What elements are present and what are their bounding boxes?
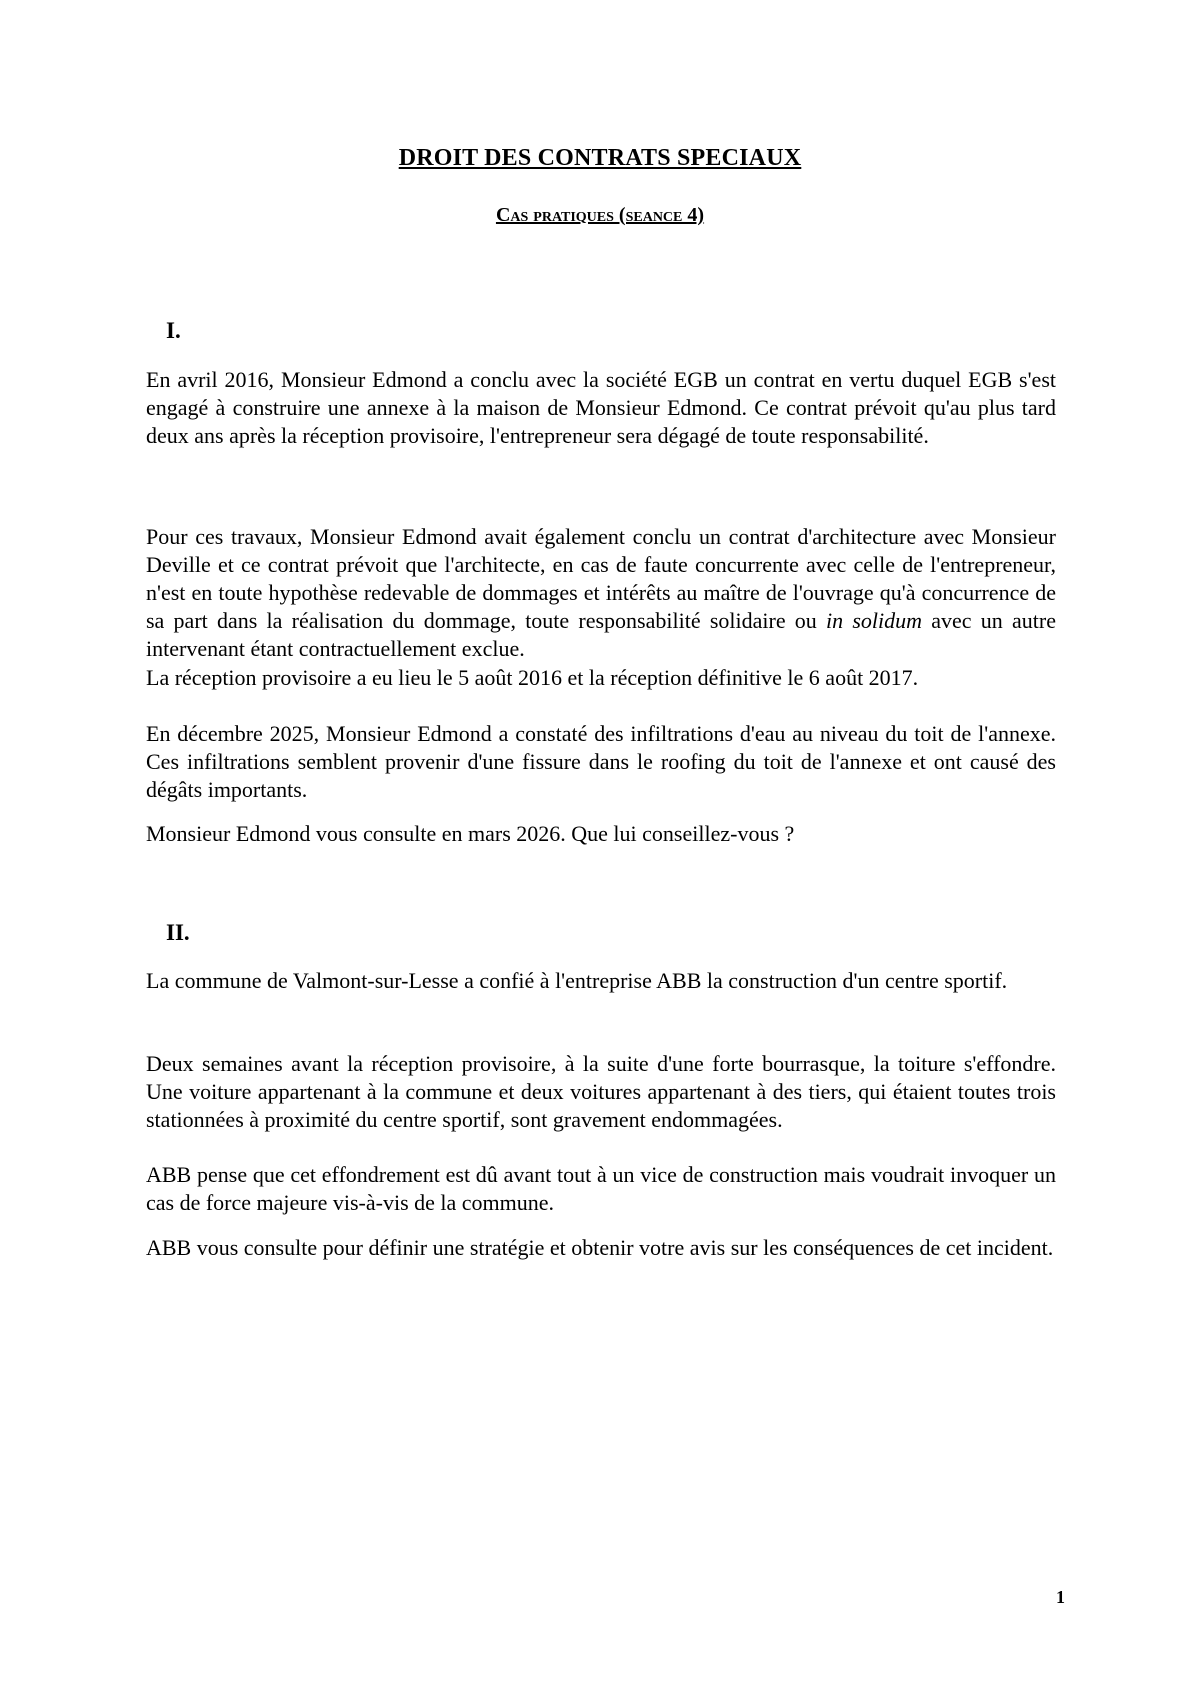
document-title: DROIT DES CONTRATS SPECIAUX — [398, 145, 802, 171]
section-1-paragraph-5: Monsieur Edmond vous consulte en mars 2026. Que lui conseillez-vous ? — [146, 821, 795, 846]
paragraph-text: avec un autre intervenant étant contractuellement exclue. — [146, 608, 1056, 661]
section-1-paragraph-4: En décembre 2025, Monsieur Edmond a constaté des infiltrations d'eau au niveau du toit de l'annexe. Ces infiltrations semblent provenir d'une fissure dans le roofing du toit de l'annexe et ont causé des dégâts importants. — [146, 721, 1056, 802]
section-heading-2: II. — [166, 920, 190, 945]
latin-term: in solidum — [826, 608, 923, 633]
page-number: 1 — [1056, 1587, 1065, 1607]
section-1-paragraph-2 — [146, 523, 1056, 663]
section-2-paragraph-4: ABB vous consulte pour définir une stratégie et obtenir votre avis sur les conséquences de cet incident. — [146, 1235, 1054, 1260]
paragraph-text: Pour ces travaux, Monsieur Edmond avait également conclu un contrat d'architecture avec Monsieur Deville et ce contrat prévoit que l'architecte, en cas de faute concurrente avec celle de l'entrepreneur, n'est en toute hypothèse redevable de dommages et intérêts au maître de l'ouvrage qu'à concurrence de sa part dans la réalisation du dommage, toute responsabilité solidaire ou — [146, 524, 1056, 633]
section-2-paragraph-3: ABB pense que cet effondrement est dû avant tout à un vice de construction mais voudrait invoquer un cas de force majeure vis-à-vis de la commune. — [146, 1162, 1056, 1215]
section-1-paragraph-1: En avril 2016, Monsieur Edmond a conclu avec la société EGB un contrat en vertu duquel EGB s'est engagé à construire une annexe à la maison de Monsieur Edmond. Ce contrat prévoit qu'au plus tard deux ans après la réception provisoire, l'entrepreneur sera dégagé de toute responsabilité. — [146, 367, 1056, 448]
section-heading-1: I. — [166, 318, 181, 343]
section-2-paragraph-1: La commune de Valmont-sur-Lesse a confié à l'entreprise ABB la construction d'un centre sportif. — [146, 968, 1008, 993]
document-subtitle: Cas pratiques (seance 4) — [495, 204, 705, 226]
section-2-paragraph-2: Deux semaines avant la réception provisoire, à la suite d'une forte bourrasque, la toiture s'effondre. Une voiture appartenant à la commune et deux voitures appartenant à des tiers, qui étaient toutes trois stationnées à proximité du centre sportif, sont gravement endommagées. — [146, 1051, 1056, 1132]
section-1-paragraph-3: La réception provisoire a eu lieu le 5 août 2016 et la réception définitive le 6 août 2017. — [146, 665, 919, 690]
